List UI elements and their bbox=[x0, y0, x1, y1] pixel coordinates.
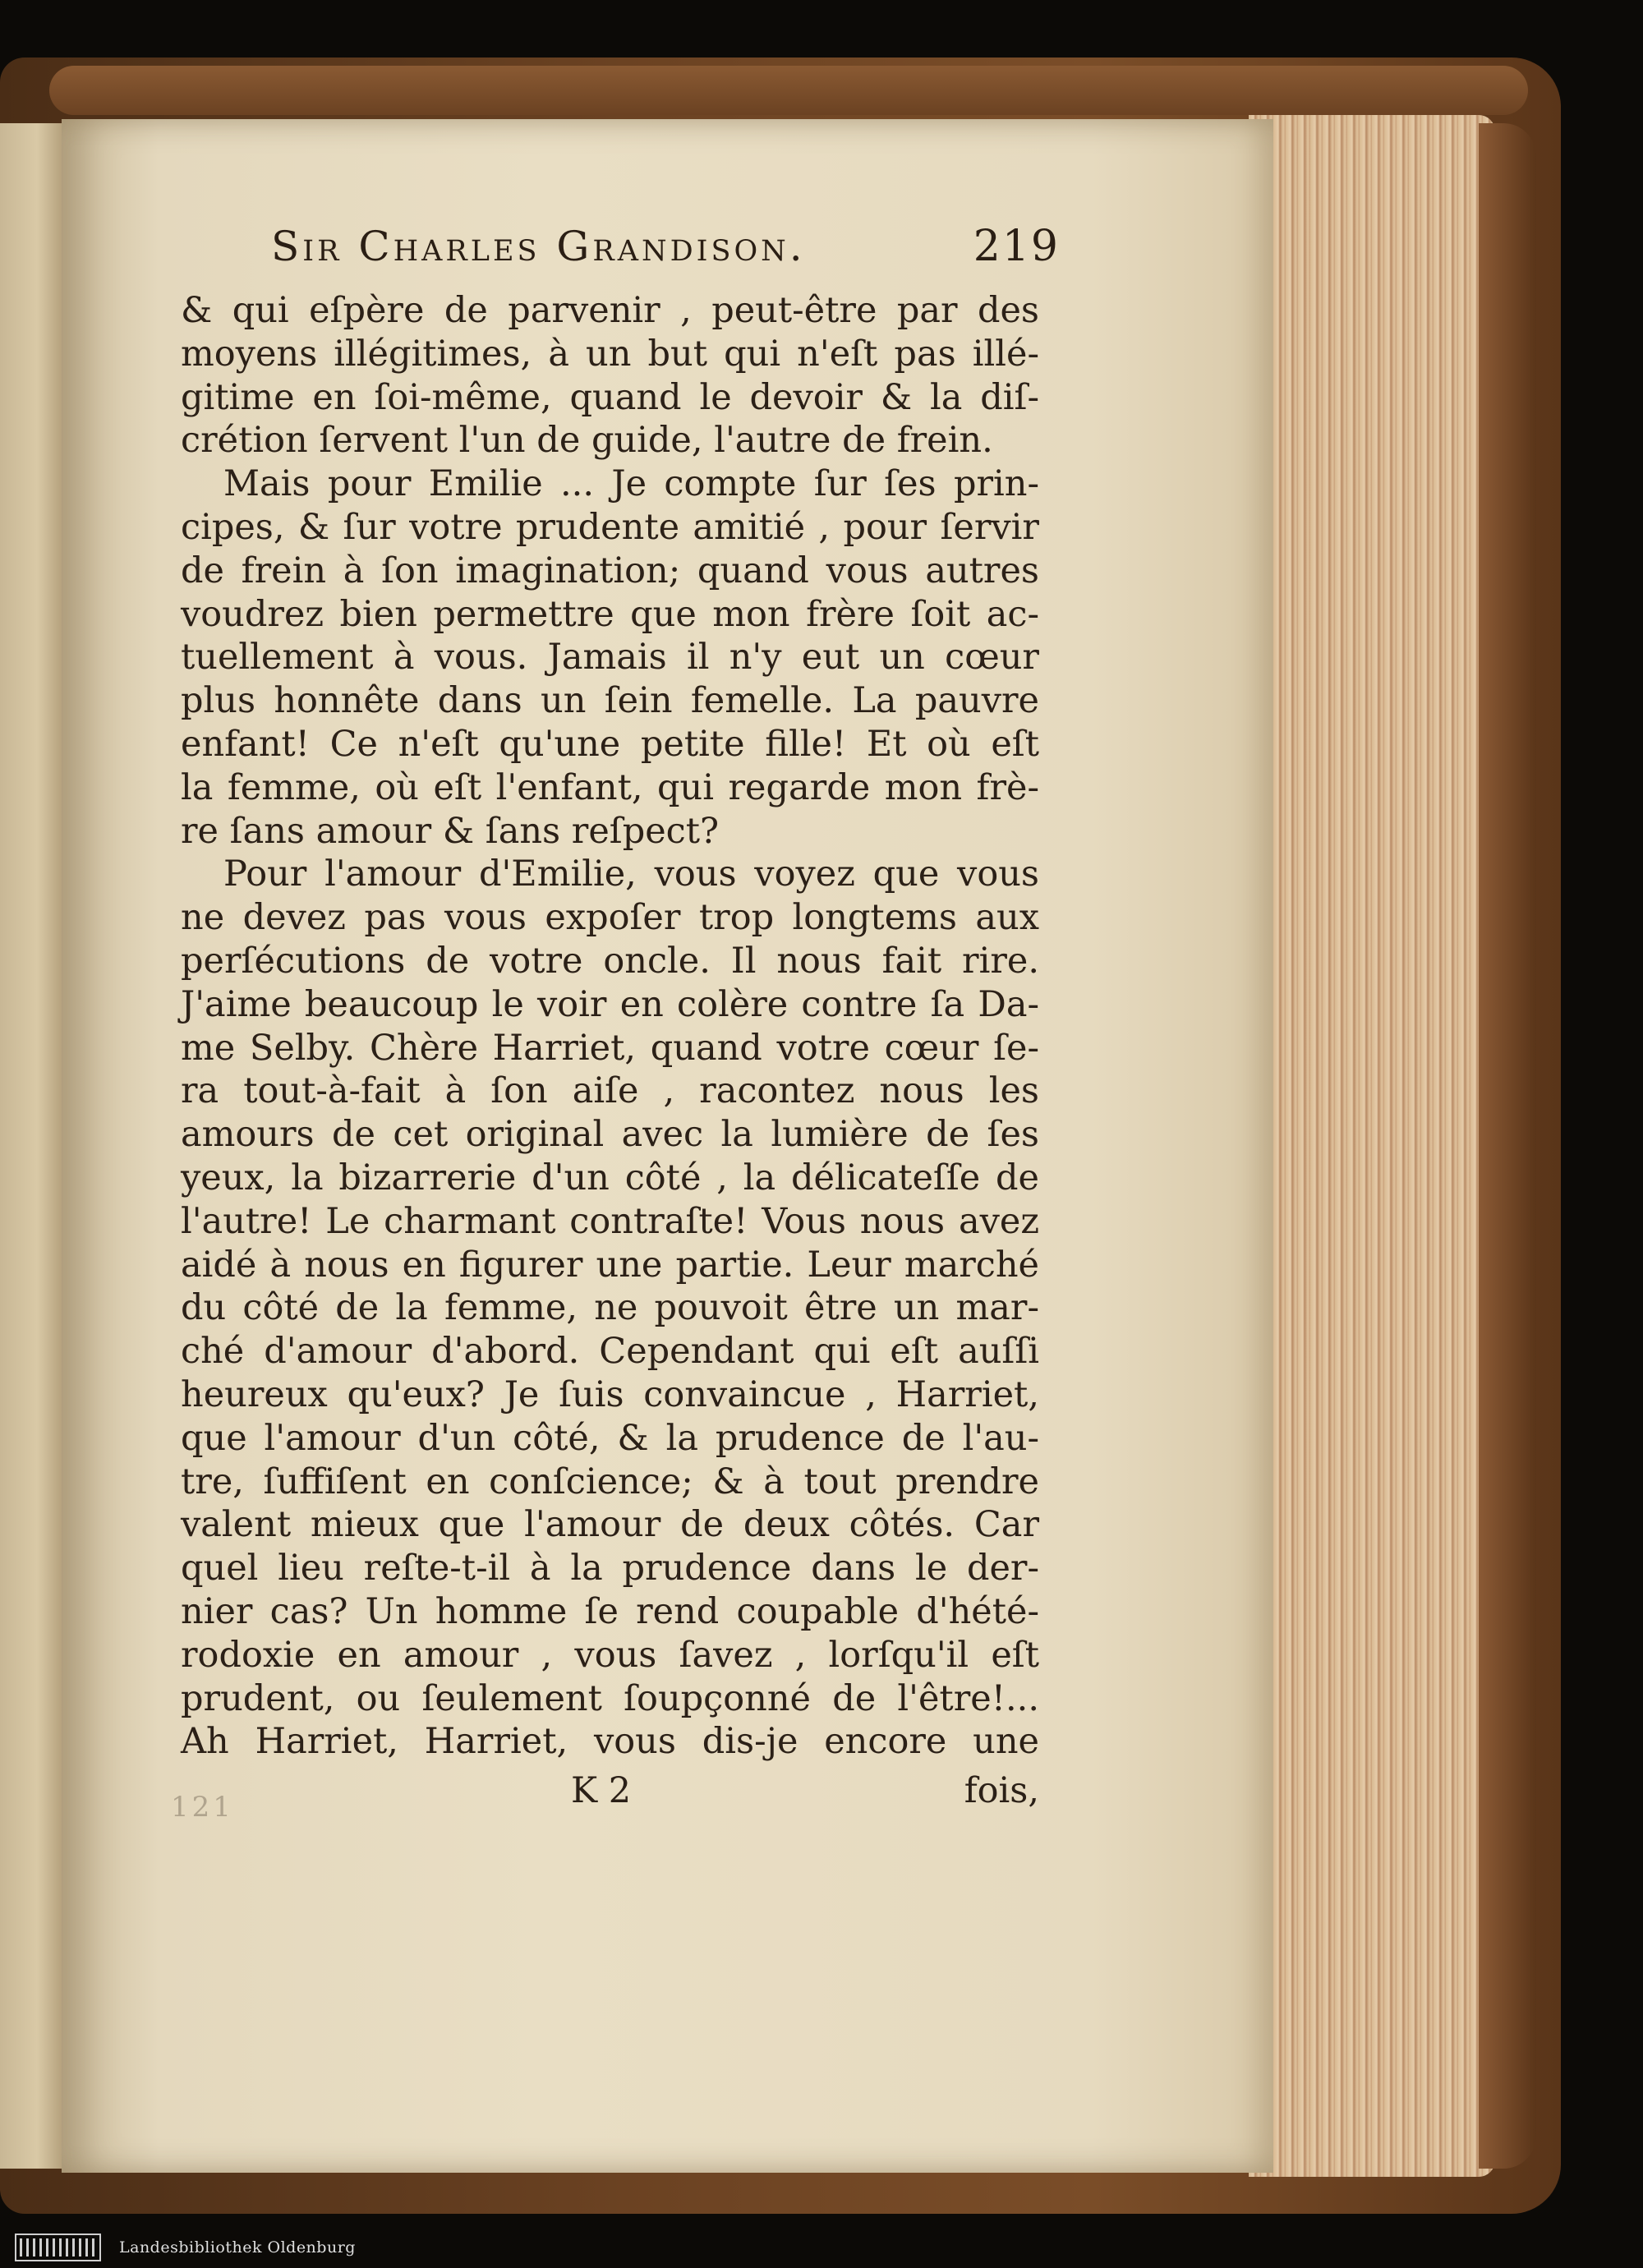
library-name: Landesbibliothek Oldenburg bbox=[119, 2238, 356, 2256]
text-line: tuellement à vous. Jamais il n'y eut un cœur bbox=[181, 637, 1039, 679]
library-building-icon bbox=[15, 2233, 101, 2261]
text-line: moyens illégitimes, à un but qui n'eſt pas illé- bbox=[181, 333, 1039, 375]
text-line: voudrez bien permettre que mon frère ſoit ac- bbox=[181, 593, 1039, 635]
text-line: que l'amour d'un côté, & la prudence de l'au- bbox=[181, 1417, 1039, 1459]
body-text bbox=[181, 289, 1039, 1764]
text-line: & qui eſpère de parvenir , peut-être par des bbox=[181, 290, 1039, 331]
text-line: prudent, ou ſeulement ſoupçonné de l'être!... bbox=[181, 1677, 1039, 1719]
text-line: plus honnête dans un ſein femelle. La pauvre bbox=[181, 680, 1039, 722]
text-line: tre, ſuffiſent en conſcience; & à tout prendre bbox=[181, 1461, 1039, 1502]
text-line: l'autre! Le charmant contraſte! Vous nous avez bbox=[181, 1200, 1039, 1242]
signature-mark: K 2 bbox=[571, 1770, 632, 1811]
text-line: crétion ſervent l'un de guide, l'autre de frein. bbox=[181, 420, 993, 462]
book-cover-top-edge bbox=[49, 66, 1528, 115]
text-line: rodoxie en amour , vous ſavez , lorſqu'il eſt bbox=[181, 1634, 1039, 1676]
catchword: fois, bbox=[964, 1770, 1039, 1811]
text-line: heureux qu'eux? Je ſuis convaincue , Harriet, bbox=[181, 1373, 1039, 1415]
running-header bbox=[271, 222, 1060, 279]
text-line: du côté de la femme, ne pouvoit être un mar- bbox=[181, 1287, 1039, 1329]
text-line: Mais pour Emilie ... Je compte ſur ſes prin- bbox=[223, 463, 1039, 505]
page-footer bbox=[181, 1770, 1039, 1819]
text-line: ra tout-à-fait à ſon aiſe , racontez nous les bbox=[181, 1070, 1039, 1112]
text-line: ne devez pas vous expoſer trop longtems aux bbox=[181, 897, 1039, 939]
text-line: gitime en ſoi-même, quand le devoir & la diſ- bbox=[181, 376, 1039, 418]
text-line: quel lieu reſte-t-il à la prudence dans le der- bbox=[181, 1548, 1039, 1589]
text-line: nier cas? Un homme ſe rend coupable d'hété- bbox=[181, 1590, 1039, 1632]
binding-spine-shadow bbox=[1479, 123, 1536, 2169]
text-line: yeux, la bizarrerie d'un côté , la délicateſſe de bbox=[181, 1157, 1039, 1198]
page-number: 219 bbox=[973, 222, 1060, 271]
text-line: Ah Harriet, Harriet, vous dis-je encore une bbox=[181, 1721, 1039, 1763]
text-line: cipes, & ſur votre prudente amitié , pour ſervir bbox=[181, 506, 1039, 548]
text-line: valent mieux que l'amour de deux côtés. Car bbox=[181, 1504, 1039, 1546]
text-line: amours de cet original avec la lumière de ſes bbox=[181, 1114, 1039, 1156]
text-line: re ſans amour & ſans reſpect? bbox=[181, 810, 720, 852]
library-footer-bar bbox=[0, 2227, 1643, 2268]
text-line: J'aime beaucoup le voir en colère contre ſa Da- bbox=[181, 983, 1039, 1025]
text-line: la femme, où eſt l'enfant, qui regarde mon frè- bbox=[181, 766, 1039, 808]
previous-page-edge bbox=[0, 123, 62, 2169]
text-line: me Selby. Chère Harriet, quand votre cœur ſe- bbox=[181, 1027, 1039, 1069]
text-line: ché d'amour d'abord. Cependant qui eſt auſſi bbox=[181, 1331, 1039, 1373]
text-line: de frein à ſon imagination; quand vous autres bbox=[181, 550, 1039, 591]
text-line: aidé à nous en figurer une partie. Leur marché bbox=[181, 1244, 1039, 1286]
running-title: Sir Charles Grandison. bbox=[271, 223, 806, 270]
show-through-page-number: 121 bbox=[171, 1791, 234, 1824]
page-stack-edges bbox=[1249, 115, 1495, 2177]
text-line: Pour l'amour d'Emilie, vous voyez que vous bbox=[223, 853, 1039, 895]
text-line: enfant! Ce n'eſt qu'une petite fille! Et où eſt bbox=[181, 723, 1039, 765]
text-line: perſécutions de votre oncle. Il nous fait rire. bbox=[181, 940, 1039, 982]
